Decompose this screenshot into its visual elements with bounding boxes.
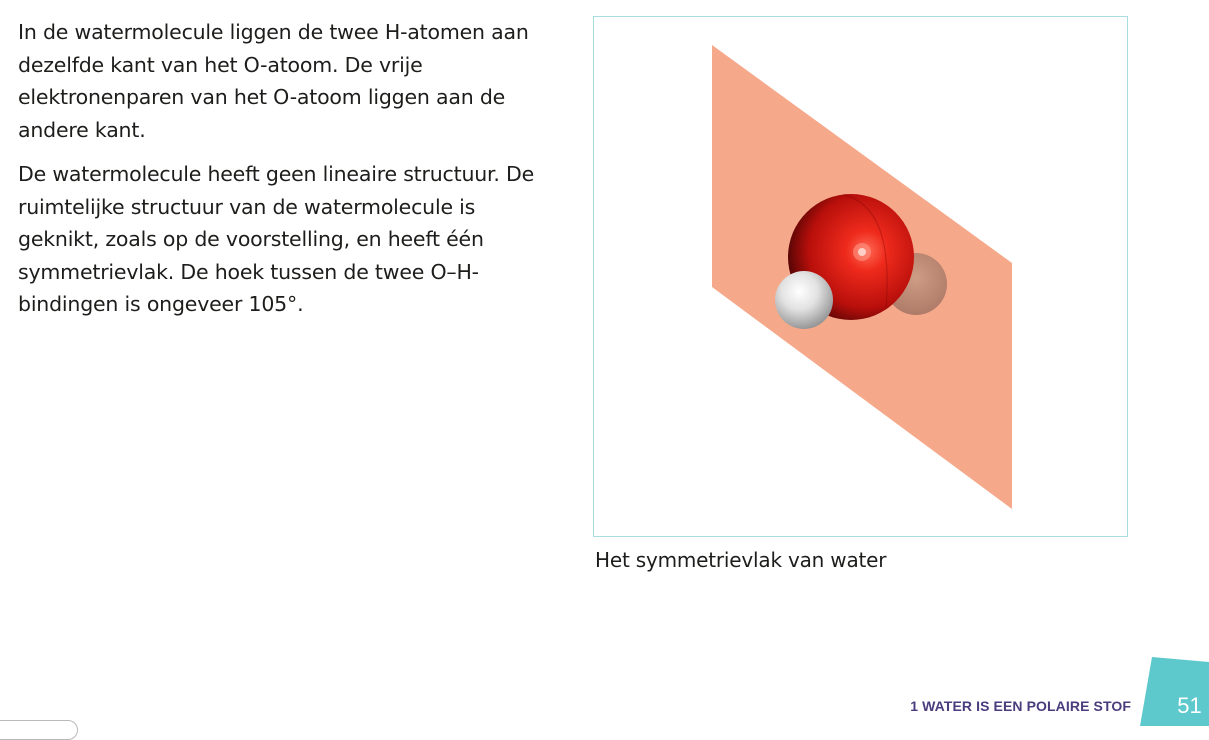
paragraph-1: In de watermolecule liggen de twee H-atomen aan dezelfde kant van het O-atoom. De vrije elektronenparen van het O-atoom liggen aan de andere kant.: [18, 20, 529, 142]
paragraph-2: De watermolecule heeft geen lineaire structuur. De ruimtelijke structuur van de watermolecule is geknikt, zoals op de voorstelling, en heeft één symmetrievlak. De hoek tussen de twee O–H-bindingen is ongeveer 105°.: [18, 162, 535, 316]
corner-decoration: [0, 720, 78, 740]
page-number: 51: [1177, 693, 1202, 718]
figure-caption: Het symmetrievlak van water: [595, 548, 887, 572]
chapter-label: 1 WATER IS EEN POLAIRE STOF: [910, 698, 1131, 714]
